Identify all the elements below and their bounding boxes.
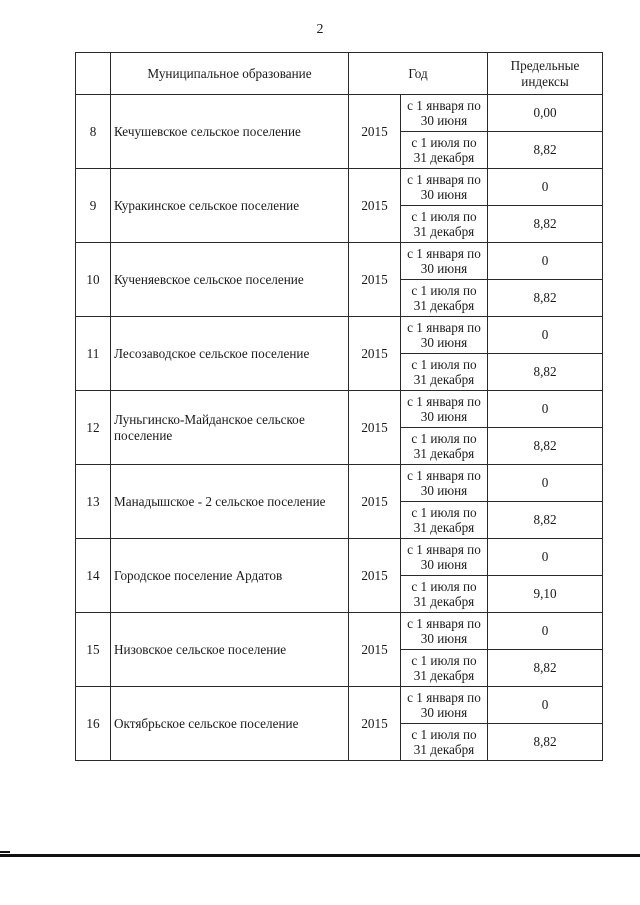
year-cell: 2015 [349, 317, 401, 391]
year-cell: 2015 [349, 539, 401, 613]
table-row [76, 95, 603, 132]
period-second-half: с 1 июля по 31 декабря [401, 132, 488, 169]
municipality-name: Манадышское - 2 сельское поселение [111, 465, 349, 539]
period-second-half: с 1 июля по 31 декабря [401, 650, 488, 687]
page-number: 2 [316, 22, 324, 37]
table-body [76, 95, 603, 761]
row-number: 13 [76, 465, 111, 539]
index-first-half: 0 [488, 465, 603, 502]
period-first-half: с 1 января по 30 июня [401, 613, 488, 650]
table-row [76, 687, 603, 724]
table-row [76, 169, 603, 206]
index-second-half: 8,82 [488, 428, 603, 465]
year-cell: 2015 [349, 169, 401, 243]
header-municipality: Муниципальное образование [111, 53, 349, 95]
municipality-name: Куракинское сельское поселение [111, 169, 349, 243]
period-second-half: с 1 июля по 31 декабря [401, 428, 488, 465]
table-row [76, 539, 603, 576]
year-cell: 2015 [349, 465, 401, 539]
period-first-half: с 1 января по 30 июня [401, 539, 488, 576]
index-first-half: 0 [488, 169, 603, 206]
year-cell: 2015 [349, 95, 401, 169]
row-number: 9 [76, 169, 111, 243]
index-second-half: 8,82 [488, 650, 603, 687]
index-first-half: 0 [488, 687, 603, 724]
municipality-name: Луньгинско-Майданское сельское поселение [111, 391, 349, 465]
municipality-name: Лесозаводское сельское поселение [111, 317, 349, 391]
table-row [76, 465, 603, 502]
row-number: 16 [76, 687, 111, 761]
year-cell: 2015 [349, 687, 401, 761]
index-first-half: 0 [488, 539, 603, 576]
index-second-half: 9,10 [488, 576, 603, 613]
municipality-name: Октябрьское сельское поселение [111, 687, 349, 761]
period-first-half: с 1 января по 30 июня [401, 243, 488, 280]
municipality-name: Кученяевское сельское поселение [111, 243, 349, 317]
index-first-half: 0 [488, 613, 603, 650]
row-number: 8 [76, 95, 111, 169]
year-cell: 2015 [349, 243, 401, 317]
period-second-half: с 1 июля по 31 декабря [401, 354, 488, 391]
period-first-half: с 1 января по 30 июня [401, 687, 488, 724]
table-row [76, 317, 603, 354]
row-number: 10 [76, 243, 111, 317]
municipality-name: Кечушевское сельское поселение [111, 95, 349, 169]
index-second-half: 8,82 [488, 280, 603, 317]
year-cell: 2015 [349, 391, 401, 465]
header-year: Год [349, 53, 488, 95]
index-second-half: 8,82 [488, 132, 603, 169]
bottom-rule [0, 854, 640, 857]
period-first-half: с 1 января по 30 июня [401, 95, 488, 132]
table-row [76, 243, 603, 280]
period-second-half: с 1 июля по 31 декабря [401, 724, 488, 761]
period-second-half: с 1 июля по 31 декабря [401, 206, 488, 243]
row-number: 15 [76, 613, 111, 687]
index-second-half: 8,82 [488, 502, 603, 539]
year-cell: 2015 [349, 613, 401, 687]
period-first-half: с 1 января по 30 июня [401, 465, 488, 502]
index-first-half: 0 [488, 243, 603, 280]
period-second-half: с 1 июля по 31 декабря [401, 502, 488, 539]
period-first-half: с 1 января по 30 июня [401, 169, 488, 206]
period-second-half: с 1 июля по 31 декабря [401, 576, 488, 613]
bottom-rule-tick [0, 851, 10, 853]
period-first-half: с 1 января по 30 июня [401, 391, 488, 428]
index-second-half: 8,82 [488, 354, 603, 391]
row-number: 11 [76, 317, 111, 391]
index-first-half: 0 [488, 317, 603, 354]
header-num [76, 53, 111, 95]
row-number: 12 [76, 391, 111, 465]
header-index: Предельные индексы [488, 53, 603, 95]
municipality-name: Низовское сельское поселение [111, 613, 349, 687]
index-first-half: 0 [488, 391, 603, 428]
municipality-name: Городское поселение Ардатов [111, 539, 349, 613]
table-header-row [76, 53, 603, 95]
index-second-half: 8,82 [488, 724, 603, 761]
row-number: 14 [76, 539, 111, 613]
period-first-half: с 1 января по 30 июня [401, 317, 488, 354]
index-first-half: 0,00 [488, 95, 603, 132]
table-row [76, 391, 603, 428]
tariff-index-table [75, 52, 603, 761]
index-second-half: 8,82 [488, 206, 603, 243]
table-row [76, 613, 603, 650]
period-second-half: с 1 июля по 31 декабря [401, 280, 488, 317]
